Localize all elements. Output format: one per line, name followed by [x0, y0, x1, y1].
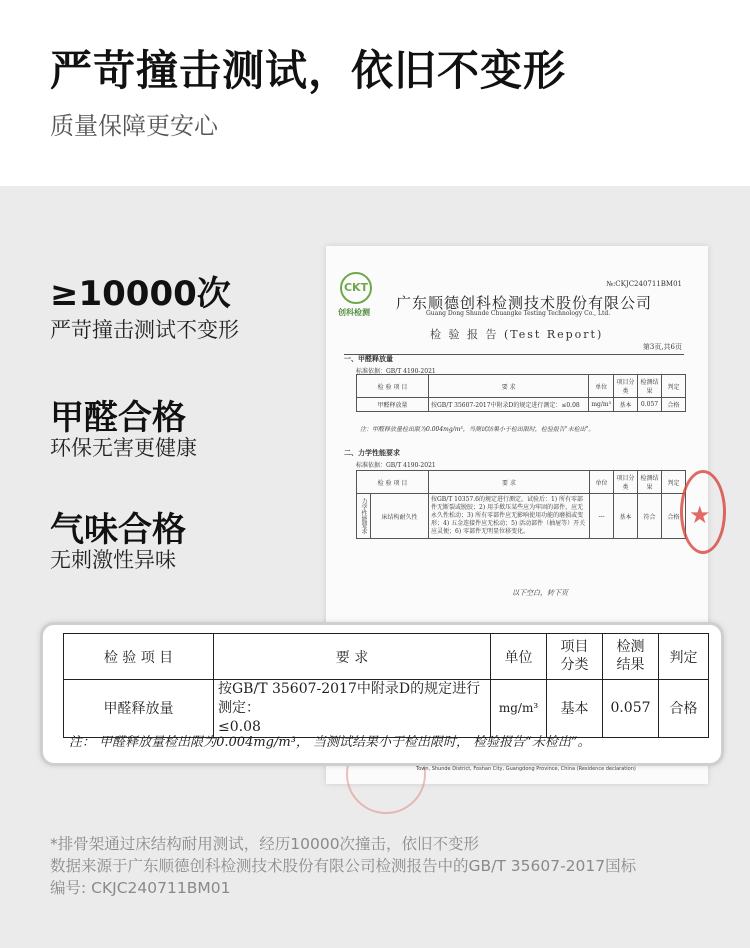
end-note: 以下空白，转下页	[512, 589, 568, 597]
report-footer-address: Town, Shunde District, Foshan City, Guangdong Province, China (Residence declaration)	[416, 766, 636, 772]
cell-requirement: 按GB/T 35607-2017中附录D的规定进行测定： ≤0.08	[214, 680, 491, 738]
section2-standard: 标准依据：GB/T 4190-2021	[356, 462, 436, 469]
feature-formaldehyde-headline: 甲醛合格	[50, 398, 186, 438]
section2-table: 检 验 项 目 要 求 单位 项目分类 检测结果 判定 力学性能要求 床结构耐久性 按GB/T 10357.6的规定进行测定，试验后：1) 所有零部件无断裂或脱胶；2) 用手揿压某些应为牢固的部件，应无永久性松动；3) 所有零部件应无影响使用功能的磨损或变形；4) 五金连接件应无松动；5) 活动部件（抽屉等）开关应灵便；6) 零部件无明显位移变化。 --- 基本 符合 合格	[356, 470, 686, 539]
page-subtitle: 质量保障更安心	[50, 112, 218, 140]
section2-title: 二、力学性能要求	[344, 448, 400, 457]
header-category: 项目 分类	[547, 634, 603, 680]
feature-formaldehyde-caption: 环保无害更健康	[50, 436, 197, 460]
header-item: 检 验 项 目	[64, 634, 214, 680]
red-seal-stamp: ★	[680, 470, 726, 554]
header-result: 检测 结果	[603, 634, 659, 680]
feature-impact-caption: 严苛撞击测试不变形	[50, 318, 239, 342]
footnote-1: *排骨架通过床结构耐用测试，经历10000次撞击，依旧不变形	[50, 835, 480, 853]
header-requirement: 要 求	[214, 634, 491, 680]
ckt-logo-icon: CKT	[340, 272, 372, 304]
section1-standard: 标准依据：GB/T 4190-2021	[356, 368, 436, 375]
divider	[344, 354, 684, 355]
cell-item: 甲醛释放量	[64, 680, 214, 738]
section1-title: 一、甲醛释放量	[344, 354, 393, 363]
page-title: 严苛撞击测试，依旧不变形	[50, 46, 567, 95]
cell-unit: mg/m³	[491, 680, 547, 738]
feature-odor-caption: 无刺激性异味	[50, 548, 176, 572]
feature-odor-headline: 气味合格	[50, 510, 186, 550]
company-name: 广东顺德创科检测技术股份有限公司	[396, 294, 653, 312]
magnified-table	[63, 633, 709, 738]
company-name-en: Guang Dong Shunde Chuangke Testing Technology Co., Ltd.	[426, 310, 611, 317]
header-verdict: 判定	[659, 634, 709, 680]
feature-impact-headline: ≥10000次	[50, 274, 231, 314]
header-panel	[0, 0, 750, 186]
cell-verdict: 合格	[659, 680, 709, 738]
report-title: 检 验 报 告 (Test Report)	[430, 328, 604, 341]
magnified-result-callout	[40, 622, 724, 766]
page-indicator: 第3页,共6页	[642, 343, 682, 351]
cell-result: 0.057	[603, 680, 659, 738]
report-number: №:CKJC240711BM01	[606, 280, 682, 288]
footnote-2: 数据来源于广东顺德创科检测技术股份有限公司检测报告中的GB/T 35607-2017国标	[50, 857, 637, 875]
logo-text: 创科检测	[338, 308, 370, 317]
section1-table: 检 验 项 目 要 求 单位 项目分类 检测结果 判定 甲醛释放量 按GB/T 35607-2017中附录D的规定进行测定：≤0.08 mg/m³ 基本 0.057 合格	[356, 374, 686, 412]
cell-category: 基本	[547, 680, 603, 738]
footnote-3: 编号: CKJC240711BM01	[50, 879, 231, 897]
magnified-note: 注： 甲醛释放量检出限为0.004mg/m³， 当测试结果小于检出限时， 检验报告“未检出”。	[69, 735, 591, 750]
header-unit: 单位	[491, 634, 547, 680]
section1-note: 注：甲醛释放量检出限为0.004mg/m³，当测试结果小于检出限时，检验报告"未检出"。	[360, 426, 595, 433]
